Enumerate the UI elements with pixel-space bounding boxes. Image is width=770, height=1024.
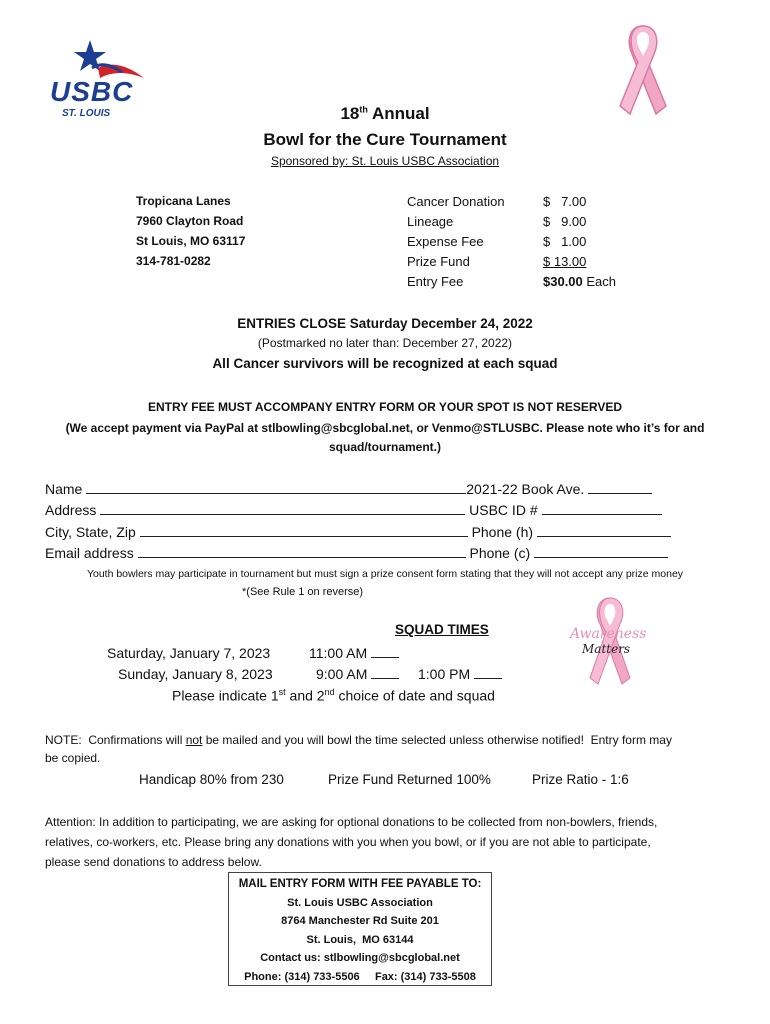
note-line-2: be copied. [45, 751, 101, 765]
sun-time1-choice[interactable] [371, 666, 399, 679]
mail-city: St. Louis, MO 63144 [306, 933, 414, 946]
fee-value-prize: $ 13.00 [543, 254, 587, 269]
fee-label-entry: Entry Fee [407, 274, 464, 289]
sun-time1-label: 9:00 AM [316, 666, 368, 682]
fee-value-donation: $ 7.00 [543, 194, 587, 209]
mail-fax: Fax: (314) 733-5508 [374, 970, 476, 983]
name-label: Name [45, 481, 83, 497]
sponsor-line: Sponsored by: St. Louis USBC Association [270, 154, 500, 168]
venue-city: St Louis, MO 63117 [136, 234, 246, 248]
sat-time-choice[interactable] [371, 645, 399, 658]
fee-label-donation: Cancer Donation [407, 194, 505, 209]
survivors-note: All Cancer survivors will be recognized at each squad [212, 356, 558, 371]
email-field[interactable] [138, 545, 466, 558]
book-ave-field[interactable] [588, 481, 652, 494]
rule-note: *(See Rule 1 on reverse) [242, 586, 364, 598]
entry-fee-suffix: Each [582, 274, 617, 289]
logo-text: USBC [50, 76, 134, 107]
matters-word: Matters [582, 642, 631, 656]
address-field[interactable] [100, 502, 465, 515]
sun-time2-label: 1:00 PM [418, 666, 471, 682]
phone-c-field[interactable] [534, 545, 668, 558]
sat-time-label: 11:00 AM [309, 645, 368, 661]
venue-phone: 314-781-0282 [136, 254, 211, 268]
fee-value-lineage: $ 9.00 [543, 214, 587, 229]
note-b: be mailed and you will bowl the time selected unless otherwise notified! Entry form may [202, 733, 672, 747]
note-line-1 [45, 733, 672, 747]
handicap: Handicap 80% from 230 [139, 772, 284, 787]
page-title [0, 104, 770, 124]
name-field[interactable] [86, 481, 466, 494]
mailing-box [228, 872, 492, 986]
title-annual: Annual [371, 104, 430, 123]
squad-title: SQUAD TIMES [395, 622, 489, 637]
city-label: City, State, Zip [45, 524, 136, 540]
fee-label-lineage: Lineage [407, 214, 454, 229]
name-row [45, 481, 652, 497]
mail-contact: Contact us: stlbowling@sbcglobal.net [260, 952, 460, 964]
attention-line-2: relatives, co-workers, etc. Please bring any donations with you when you bowl, or if you are not able to participate, [45, 835, 651, 849]
choice-instruction [172, 687, 495, 704]
entry-fee-amount: $30.00 [543, 274, 583, 289]
fee-value-entry [543, 274, 616, 289]
choice-sup1: st [278, 687, 286, 697]
logo-subtext: ST. LOUIS [62, 108, 111, 119]
fee-value-expense: $ 1.00 [543, 234, 587, 249]
attention-line-3: please send donations to address below. [45, 855, 262, 869]
attention-line-1: Attention: In addition to participating, we are asking for optional donations to be collected from non-bowlers, friends, [45, 815, 658, 829]
fee-label-prize: Prize Fund [407, 254, 470, 269]
squad-sun-time1 [316, 666, 399, 682]
page-subtitle: Bowl for the Cure Tournament [263, 130, 507, 149]
phone-h-label: Phone (h) [471, 524, 534, 540]
squad-sun: Sunday, January 8, 2023 [118, 666, 273, 682]
mail-street: 8764 Manchester Rd Suite 201 [281, 915, 439, 927]
city-row [45, 524, 671, 540]
sun-time2-choice[interactable] [474, 666, 502, 679]
email-label: Email address [45, 545, 134, 561]
mail-heading: MAIL ENTRY FORM WITH FEE PAYABLE TO: [238, 878, 482, 890]
fee-label-expense: Expense Fee [407, 234, 484, 249]
address-label: Address [45, 502, 97, 518]
title-suffix: th [359, 104, 368, 115]
mail-phone-row [229, 968, 491, 987]
note-not: not [185, 733, 203, 747]
choice-sup2: nd [324, 687, 335, 697]
address-row [45, 502, 662, 518]
phone-c-label: Phone (c) [469, 545, 531, 561]
squad-sat-time [309, 645, 399, 661]
choice-a: Please indicate 1 [172, 687, 279, 704]
awareness-word: Awareness [570, 626, 647, 642]
squad-sun-time2 [418, 666, 502, 682]
awareness-ribbon-icon [560, 592, 660, 690]
city-field[interactable] [140, 524, 468, 537]
prize-fund-returned: Prize Fund Returned 100% [328, 772, 491, 787]
title-number: 18 [340, 104, 360, 123]
fee-required-note: ENTRY FEE MUST ACCOMPANY ENTRY FORM OR YOUR SPOT IS NOT RESERVED [147, 400, 623, 414]
prize-ratio: Prize Ratio - 1:6 [532, 772, 629, 787]
postmark-note: (Postmarked no later than: December 27, 2022) [257, 336, 513, 350]
book-ave-label: 2021-22 Book Ave. [466, 481, 585, 497]
squad-sat: Saturday, January 7, 2023 [107, 645, 271, 661]
usbc-id-label: USBC ID # [469, 502, 538, 518]
email-row [45, 545, 668, 561]
payment-note-1: (We accept payment via PayPal at stlbowling@sbcglobal.net, or Venmo@STLUSBC. Please note who it’s for and [65, 421, 705, 435]
payment-note-2: squad/tournament.) [328, 440, 441, 454]
choice-b: and 2 [285, 687, 325, 704]
mail-phone: Phone: (314) 733-5506 [244, 970, 360, 983]
phone-h-field[interactable] [537, 524, 671, 537]
venue-street: 7960 Clayton Road [136, 214, 244, 228]
note-a: NOTE: Confirmations will [45, 733, 186, 747]
youth-note: Youth bowlers may participate in tournament but must sign a prize consent form stating that they will not accept any prize money [86, 568, 684, 580]
choice-c: choice of date and squad [334, 687, 495, 704]
venue-name: Tropicana Lanes [136, 194, 231, 208]
usbc-id-field[interactable] [542, 502, 662, 515]
mail-org: St. Louis USBC Association [287, 896, 433, 909]
entries-close: ENTRIES CLOSE Saturday December 24, 2022 [237, 316, 533, 331]
